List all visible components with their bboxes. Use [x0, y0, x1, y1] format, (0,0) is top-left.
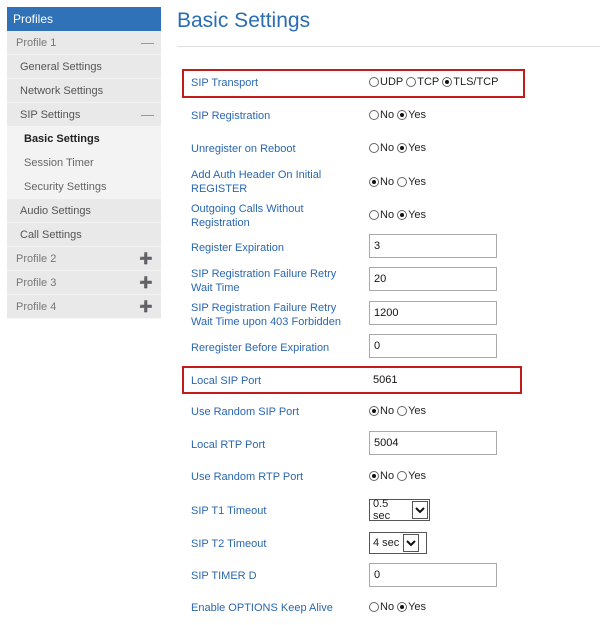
sidebar-item-network-settings[interactable]	[7, 79, 161, 103]
sidebar-item-label: Audio Settings	[20, 205, 91, 217]
local-sip-port-input[interactable]: 5061	[369, 370, 497, 390]
radio-icon[interactable]	[369, 177, 379, 187]
chevron-down-icon[interactable]	[403, 534, 419, 552]
sidebar-item-label: Basic Settings	[24, 133, 100, 145]
collapse-icon[interactable]: —	[141, 107, 153, 122]
t1-timeout-select[interactable]	[369, 499, 430, 521]
input-wrap	[369, 370, 497, 390]
field-label: Reregister Before Expiration	[191, 342, 330, 354]
radio-icon[interactable]	[369, 602, 379, 612]
radio-label: TCP	[417, 76, 440, 88]
field-label: Use Random SIP Port	[191, 406, 300, 418]
sidebar-header: Profiles	[7, 7, 161, 31]
sidebar-item-basic-settings[interactable]	[7, 127, 161, 151]
radio-option[interactable]	[369, 142, 394, 154]
sidebar-item-label: Security Settings	[24, 181, 107, 193]
radio-group	[369, 109, 429, 121]
sidebar-item-security-settings[interactable]	[7, 175, 161, 199]
select-wrap	[369, 499, 430, 521]
radio-option[interactable]	[369, 76, 403, 88]
radio-icon[interactable]	[369, 210, 379, 220]
field-label: SIP T1 Timeout	[191, 505, 267, 517]
radio-group	[369, 470, 429, 482]
sidebar-item-general-settings[interactable]	[7, 55, 161, 79]
radio-option[interactable]	[442, 76, 498, 88]
timer-d-input[interactable]: 0	[369, 563, 497, 587]
radio-label: No	[380, 209, 395, 221]
sidebar-item-sip-settings[interactable]	[7, 103, 161, 127]
field-label: Add Auth Header On Initial REGISTER	[191, 169, 322, 195]
sidebar-item-profile-4[interactable]	[7, 295, 161, 319]
register-expiration-input[interactable]: 3	[369, 234, 497, 258]
field-label: Use Random RTP Port	[191, 471, 304, 483]
radio-option[interactable]	[369, 470, 394, 482]
field-label: SIP Registration	[191, 110, 271, 122]
radio-label: No	[380, 109, 395, 121]
sidebar-item-audio-settings[interactable]	[7, 199, 161, 223]
radio-option[interactable]	[397, 209, 426, 221]
input-wrap	[369, 563, 497, 587]
radio-label: Yes	[408, 109, 427, 121]
field-label: SIP T2 Timeout	[191, 538, 267, 550]
radio-label: Yes	[408, 601, 427, 613]
radio-option[interactable]	[369, 109, 394, 121]
sidebar-item-session-timer[interactable]	[7, 151, 161, 175]
field-label: Outgoing Calls Without Registration	[191, 203, 304, 229]
t2-timeout-select[interactable]	[369, 532, 427, 554]
radio-label: Yes	[408, 470, 427, 482]
sidebar-item-label: Profile 2	[16, 253, 57, 265]
radio-icon[interactable]	[369, 406, 379, 416]
retry-wait-time-403-input[interactable]: 1200	[369, 301, 497, 325]
radio-icon[interactable]	[397, 471, 407, 481]
radio-icon[interactable]	[397, 602, 407, 612]
radio-icon[interactable]	[397, 406, 407, 416]
radio-icon[interactable]	[442, 77, 452, 87]
radio-group	[369, 601, 429, 613]
radio-option[interactable]	[397, 142, 426, 154]
field-label: SIP Registration Failure Retry Wait Time	[191, 268, 337, 294]
select-wrap	[369, 532, 427, 554]
radio-label: TLS/TCP	[453, 76, 499, 88]
sidebar-item-profile-2[interactable]	[7, 247, 161, 271]
radio-option[interactable]	[369, 176, 394, 188]
radio-label: No	[380, 176, 395, 188]
expand-icon[interactable]: ➕	[139, 277, 153, 289]
local-rtp-port-input[interactable]: 5004	[369, 431, 497, 455]
sidebar-item-label: Profile 4	[16, 301, 57, 313]
radio-label: No	[380, 142, 395, 154]
radio-icon[interactable]	[369, 143, 379, 153]
radio-option[interactable]	[369, 601, 394, 613]
radio-icon[interactable]	[397, 177, 407, 187]
field-label: SIP TIMER D	[191, 570, 257, 582]
radio-option[interactable]	[397, 176, 426, 188]
radio-option[interactable]	[397, 601, 426, 613]
sidebar-item-label: Call Settings	[20, 229, 82, 241]
input-wrap	[369, 431, 497, 455]
sidebar-item-label: General Settings	[20, 61, 102, 73]
reregister-input[interactable]: 0	[369, 334, 497, 358]
divider	[177, 46, 600, 47]
radio-group	[369, 142, 429, 154]
sidebar-item-label: Profile 1	[16, 37, 57, 49]
radio-label: Yes	[408, 142, 427, 154]
radio-icon[interactable]	[397, 210, 407, 220]
input-wrap	[369, 234, 497, 258]
input-wrap	[369, 301, 497, 325]
expand-icon[interactable]: ➕	[139, 301, 153, 313]
radio-option[interactable]	[369, 405, 394, 417]
radio-icon[interactable]	[406, 77, 416, 87]
sidebar-item-profile-3[interactable]	[7, 271, 161, 295]
field-label: Unregister on Reboot	[191, 143, 296, 155]
retry-wait-time-input[interactable]: 20	[369, 267, 497, 291]
page-title: Basic Settings	[177, 9, 311, 32]
radio-label: Yes	[408, 209, 427, 221]
sidebar-item-call-settings[interactable]	[7, 223, 161, 247]
input-wrap	[369, 267, 497, 291]
radio-option[interactable]	[397, 109, 426, 121]
radio-option[interactable]	[397, 405, 426, 417]
field-label: SIP Transport	[191, 77, 259, 89]
radio-icon[interactable]	[369, 471, 379, 481]
radio-icon[interactable]	[397, 110, 407, 120]
field-label: Enable OPTIONS Keep Alive	[191, 602, 333, 614]
field-label: Local SIP Port	[191, 375, 262, 387]
select-value: 0.5 sec	[373, 498, 391, 522]
radio-group	[369, 76, 501, 88]
radio-label: Yes	[408, 176, 427, 188]
radio-icon[interactable]	[369, 77, 379, 87]
radio-label: No	[380, 405, 395, 417]
field-label: Register Expiration	[191, 242, 284, 254]
radio-label: UDP	[380, 76, 404, 88]
radio-group	[369, 176, 429, 188]
sidebar-item-profile-1[interactable]	[7, 31, 161, 55]
sidebar-item-label: SIP Settings	[20, 109, 81, 121]
radio-option[interactable]	[406, 76, 439, 88]
sidebar-item-label: Profile 3	[16, 277, 57, 289]
radio-label: No	[380, 601, 395, 613]
field-label: Local RTP Port	[191, 439, 266, 451]
radio-option[interactable]	[397, 470, 426, 482]
radio-icon[interactable]	[369, 110, 379, 120]
sidebar-item-label: Network Settings	[20, 85, 104, 97]
select-value: 4 sec	[373, 537, 400, 549]
radio-icon[interactable]	[397, 143, 407, 153]
chevron-down-icon[interactable]	[412, 501, 428, 519]
expand-icon[interactable]: ➕	[139, 253, 153, 265]
radio-group	[369, 209, 429, 221]
field-label: SIP Registration Failure Retry Wait Time upon 403 Forbidden	[191, 302, 342, 328]
radio-option[interactable]	[369, 209, 394, 221]
sidebar	[7, 7, 161, 319]
radio-label: Yes	[408, 405, 427, 417]
radio-group	[369, 405, 429, 417]
sidebar-item-label: Session Timer	[24, 157, 94, 169]
collapse-icon[interactable]: —	[141, 35, 153, 50]
input-wrap	[369, 334, 497, 358]
radio-label: No	[380, 470, 395, 482]
